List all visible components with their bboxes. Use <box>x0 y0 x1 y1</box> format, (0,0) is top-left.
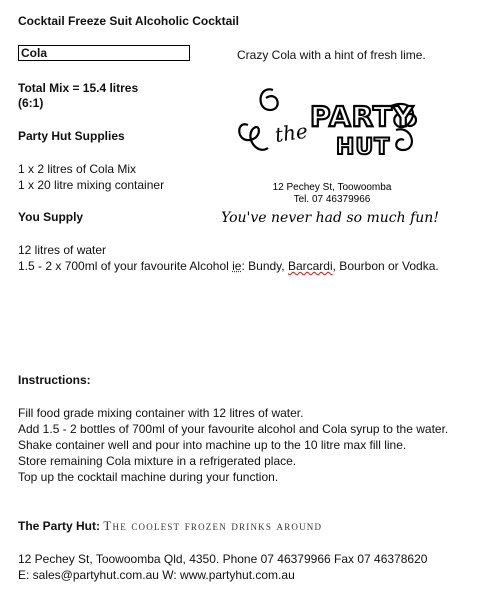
mix-ratio: (6:1) <box>18 96 44 110</box>
footer-slogan: The coolest frozen drinks around <box>103 518 323 533</box>
footer-address: 12 Pechey St, Toowoomba Qld, 4350. Phone 07 46379966 Fax 07 46378620 <box>18 552 428 566</box>
instructions-heading: Instructions: <box>18 373 91 387</box>
logo-address: 12 Pechey St, Toowoomba <box>272 182 392 193</box>
logo-word-party: PARTY <box>310 100 415 133</box>
instruction-step: Shake container well and pour into machine up to the 10 litre max fill line. <box>18 438 407 452</box>
footer-contact: E: sales@partyhut.com.au W: www.partyhut.com.au <box>18 568 295 582</box>
instruction-step: Fill food grade mixing container with 12 litres of water. <box>18 406 304 420</box>
you-supply-alcohol <box>18 258 439 274</box>
you-supply-water: 12 litres of water <box>18 243 107 257</box>
footer-company: The Party Hut: <box>18 519 101 533</box>
flavour-tagline: Crazy Cola with a hint of fresh lime. <box>237 48 426 62</box>
logo-word-the: the <box>273 118 310 147</box>
footer-company-line <box>18 518 322 534</box>
instruction-step: Add 1.5 - 2 bottles of 700ml of your favourite alcohol and Cola syrup to the water. <box>18 422 449 436</box>
instruction-step: Top up the cocktail machine during your function. <box>18 470 279 484</box>
supplies-heading: Party Hut Supplies <box>18 129 125 143</box>
logo-word-hut: HUT <box>336 135 391 160</box>
alcohol-brand: Barcardi <box>287 259 333 273</box>
document-title: Cocktail Freeze Suit Alcoholic Cocktail <box>18 14 239 28</box>
supply-item: 1 x 20 litre mixing container <box>18 178 165 192</box>
alcohol-mid: : Bundy, <box>241 259 288 273</box>
alcohol-suffix: , Bourbon or Vodka. <box>332 259 439 273</box>
mix-total: Total Mix = 15.4 litres <box>18 81 139 95</box>
logo-motto: You've never had so much fun! <box>221 210 439 226</box>
you-supply-heading: You Supply <box>18 210 84 224</box>
instruction-step: Store remaining Cola mixture in a refrigerated place. <box>18 454 297 468</box>
logo-swirl <box>239 124 268 150</box>
flavour-name-box: Cola <box>18 45 190 61</box>
logo-swirl <box>261 89 278 110</box>
alcohol-prefix: 1.5 - 2 x 700ml of your favourite Alcohol <box>18 259 233 273</box>
supply-item: 1 x 2 litres of Cola Mix <box>18 162 137 176</box>
party-hut-logo <box>221 80 439 232</box>
alcohol-ie: ie <box>232 259 242 273</box>
logo-phone: Tel. 07 46379966 <box>293 194 371 205</box>
